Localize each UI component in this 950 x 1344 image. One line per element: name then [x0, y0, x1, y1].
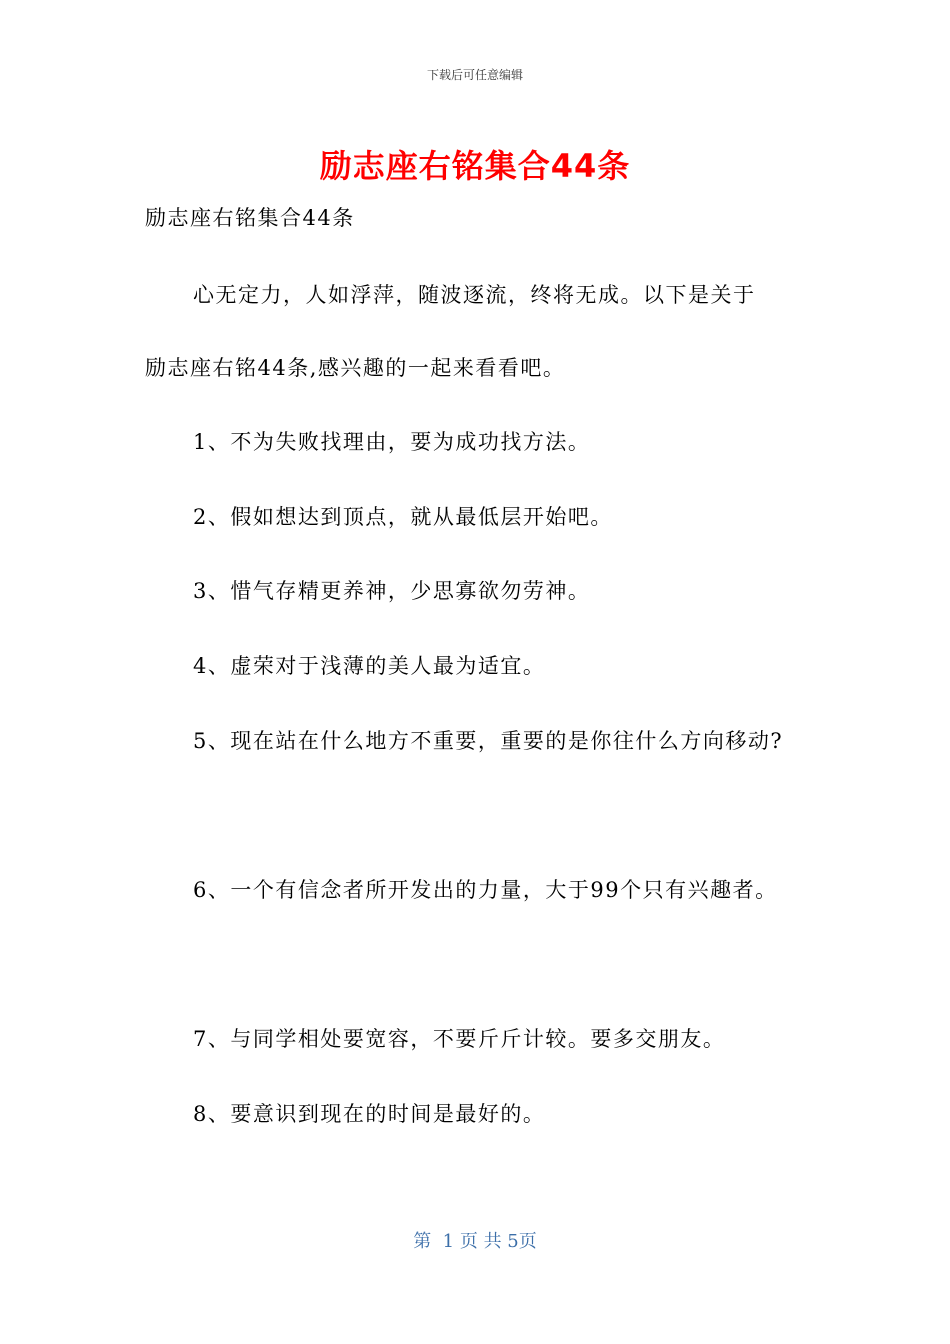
list-item: 3、惜气存精更养神，少思寡欲勿劳神。 [193, 579, 591, 603]
list-item: 2、假如想达到顶点，就从最低层开始吧。 [193, 505, 613, 529]
list-item: 1、不为失败找理由，要为成功找方法。 [193, 430, 591, 454]
document-subtitle: 励志座右铭集合44条 [145, 206, 355, 230]
intro-paragraph-line-1: 心无定力，人如浮萍，随波逐流，终将无成。以下是关于 [193, 283, 756, 307]
page-number-footer: 第 1 页 共 5页 [413, 1231, 537, 1252]
document-title: 励志座右铭集合44条 [319, 147, 631, 185]
list-item: 5、现在站在什么地方不重要，重要的是你往什么方向移动? [193, 729, 784, 753]
list-item: 6、一个有信念者所开发出的力量，大于99个只有兴趣者。 [193, 878, 778, 902]
intro-paragraph-line-2: 励志座右铭44条,感兴趣的一起来看看吧。 [145, 356, 566, 380]
list-item: 8、要意识到现在的时间是最好的。 [193, 1102, 546, 1126]
header-note: 下载后可任意编辑 [426, 68, 523, 82]
list-item: 7、与同学相处要宽容，不要斤斤计较。要多交朋友。 [193, 1027, 726, 1051]
list-item: 4、虚荣对于浅薄的美人最为适宜。 [193, 654, 546, 678]
